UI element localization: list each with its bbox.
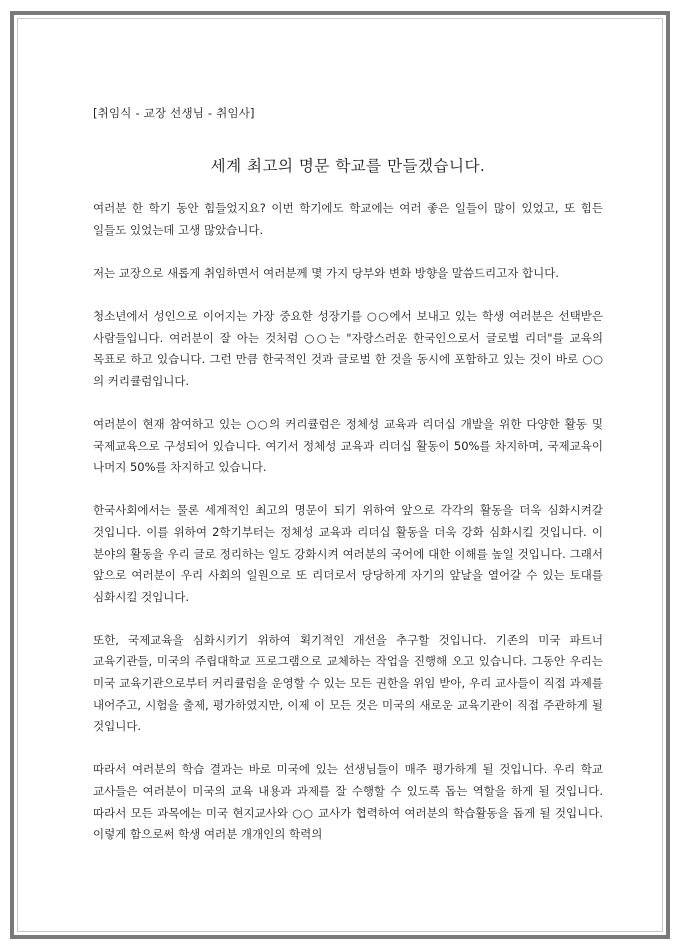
paragraph-greeting: 여러분 한 학기 동안 힘들었지요? 이번 학기에도 학교에는 여러 좋은 일들이 많이 있었고, 또 힘든 일들도 있었는데 고생 많았습니다. [93, 201, 603, 237]
document-title: 세계 최고의 명문 학교를 만들겠습니다. [210, 157, 486, 175]
paragraph-evaluation: 따라서 여러분의 학습 결과는 바로 미국에 있는 선생님들이 매주 평가하게 될 것입니다. 우리 학교 교사들은 여러분이 미국의 교육 내용과 과제를 잘 수행할 수 있도록 돕는 역할을 하게 될 것입니다. 따라서 모든 과목에는 미국 현지교사와 ○○ 교사가 협력하여 여러분의 학습활동을 돕게 될 것입니다. 이렇게 함으로써 학생 여러분 개개인의 학력의 [93, 762, 603, 842]
page-frame [10, 11, 670, 939]
paragraph-students: 청소년에서 성인으로 이어지는 가장 중요한 성장기를 ○○에서 보내고 있는 학생 여러분은 선택받은 사람들입니다. 여러분이 잘 아는 것처럼 ○○는 "자랑스러운 한국인으로서 글로벌 리더"를 교육의 목표로 하고 있습니다. 그런 만큼 한국적인 것과 글로벌 한 것을 동시에 포함하고 있는 것이 바로 ○○의 커리큘럼입니다. [93, 308, 603, 388]
paragraph-curriculum: 여러분이 현재 참여하고 있는 ○○의 커리큘럼은 정체성 교육과 리더십 개발을 위한 다양한 활동 및 국제교육으로 구성되어 있습니다. 여기서 정체성 교육과 리더십 활동이 50%를 차지하며, 국제교육이 나머지 50%를 차지하고 있습니다. [93, 416, 603, 475]
paragraph-international-education: 또한, 국제교육을 심화시키기 위하여 획기적인 개선을 추구할 것입니다. 기존의 미국 파트너 교육기관들, 미국의 주립대학교 프로그램으로 교체하는 작업을 진행해 오고 있습니다. 그동안 우리는 미국 교육기관으로부터 커리큘럼을 운영할 수 있는 모든 권한을 위임 받아, 우리 교사들이 직접 과제를 내어주고, 시험을 출제, 평가하였지만, 이제 이 모든 것은 미국의 새로운 교육기관이 직접 주관하게 될 것입니다. [93, 632, 603, 734]
document-category-label: [취임식 - 교장 선생님 - 취임사] [93, 106, 255, 120]
paragraph-identity-education: 한국사회에서는 물론 세계적인 최고의 명문이 되기 위하여 앞으로 각각의 활동을 더욱 심화시켜갈 것입니다. 이를 위하여 2학기부터는 정체성 교육과 리더십 활동을 더욱 강화 심화시킬 것입니다. 이 분야의 활동을 우리 글로 정리하는 일도 강화시켜 여러분의 국어에 대한 이해를 높일 것입니다. 그래서 앞으로 여러분이 우리 사회의 일원으로 또 리더로서 당당하게 자기의 앞날을 열어갈 수 있는 토대를 심화시킬 것입니다. [93, 503, 603, 604]
paragraph-introduction: 저는 교장으로 새롭게 취임하면서 여러분께 몇 가지 당부와 변화 방향을 말씀드리고자 합니다. [93, 265, 560, 280]
document-body [93, 103, 603, 867]
